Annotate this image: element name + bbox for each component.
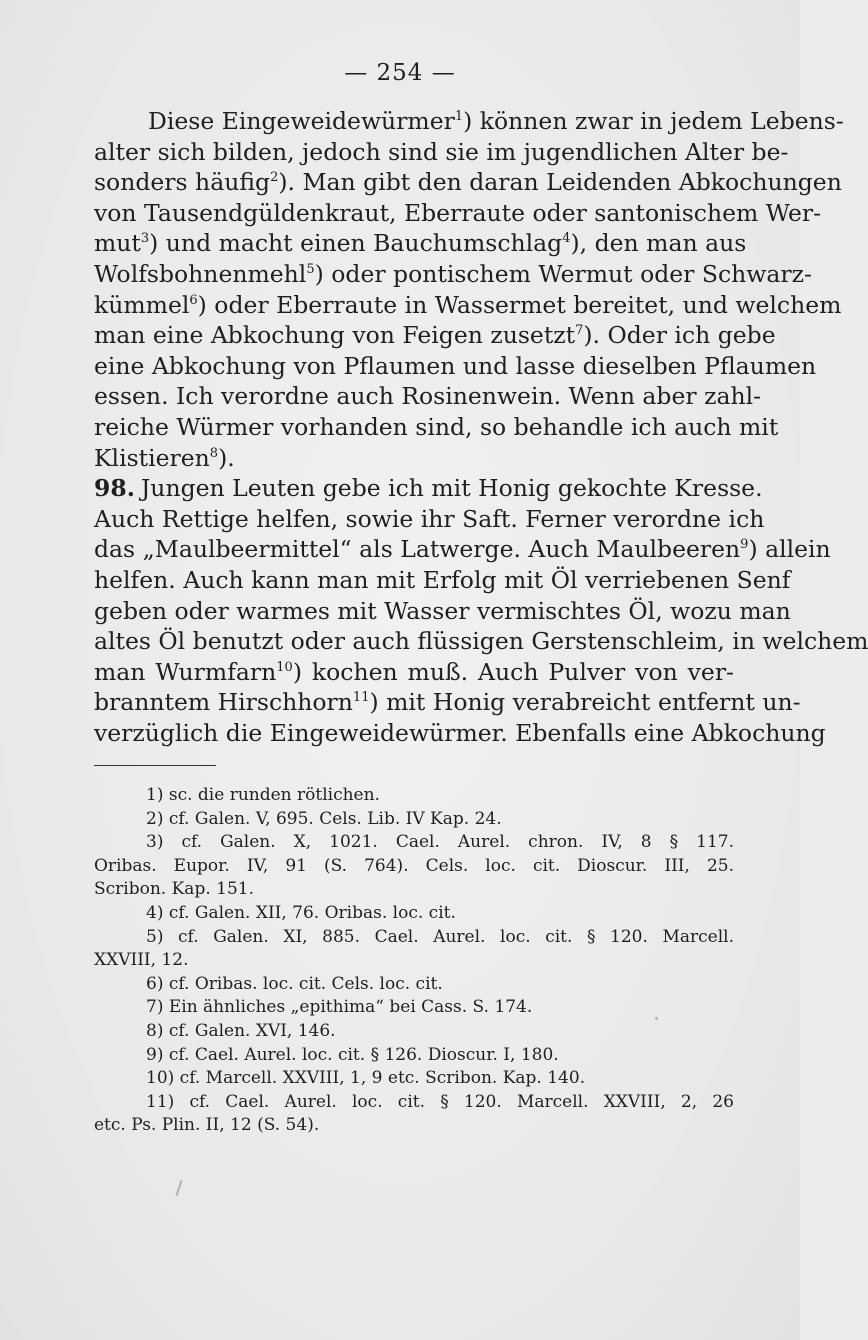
body-line xyxy=(94,687,801,718)
body-line xyxy=(94,534,831,565)
body-line xyxy=(94,137,789,168)
body-line xyxy=(94,473,763,504)
footnote-ref: 4 xyxy=(562,231,571,247)
body-text-span: alter sich bilden, jedoch sind sie im jugendlichen Alter be- xyxy=(94,137,789,166)
footnote-line: XXVIII, 12. xyxy=(94,950,189,971)
footnote-line: Scribon. Kap. 151. xyxy=(94,879,254,900)
footnote-line: 6) cf. Oribas. loc. cit. Cels. loc. cit. xyxy=(146,973,443,994)
body-text-span: ) allein xyxy=(748,535,831,564)
footnote-ref: 2 xyxy=(270,170,279,186)
footnote-line: 5) cf. Galen. XI, 885. Cael. Aurel. loc. cit. § 120. Marcell. xyxy=(146,926,734,947)
body-line xyxy=(94,657,734,688)
body-text-span: Diese Eingeweidewürmer xyxy=(148,107,455,135)
body-line xyxy=(94,504,765,535)
body-text-span: Jungen Leuten gebe ich mit Honig gekochte Kresse. xyxy=(140,474,763,503)
body-text-span: man eine Abkochung von Feigen zusetzt xyxy=(94,321,576,350)
body-text-span: mut xyxy=(94,229,141,258)
body-line xyxy=(94,106,844,137)
body-text-span: ) mit Honig verabreicht entfernt un- xyxy=(369,688,801,717)
footnote-ref: 8 xyxy=(209,445,219,461)
body-text-span: ) kochen muß. Auch Pulver von ver- xyxy=(292,657,734,686)
body-line xyxy=(94,167,842,198)
footnote-line: 1) sc. die runden rötlichen. xyxy=(146,785,380,805)
footnote-line: 8) cf. Galen. XVI, 146. xyxy=(146,1020,336,1041)
footnote-line: etc. Ps. Plin. II, 12 (S. 54). xyxy=(94,1115,320,1136)
footnote-line: 2) cf. Galen. V, 695. Cels. Lib. IV Kap. 24. xyxy=(146,808,502,829)
body-line xyxy=(94,198,822,229)
body-line xyxy=(94,565,791,596)
body-text-span: essen. Ich verordne auch Rosinenwein. Wenn aber zahl- xyxy=(94,382,762,411)
body-text-span: eine Abkochung von Pflaumen und lasse dieselben Pflaumen xyxy=(94,351,817,380)
body-line xyxy=(94,718,826,749)
body-text xyxy=(94,106,868,748)
body-text-span: ). Man gibt den daran Leidenden Abkochungen xyxy=(278,168,842,197)
body-text-span: ) oder Eberraute in Wassermet bereitet, und welchem xyxy=(197,290,842,319)
body-text-span: ), den man aus xyxy=(570,229,747,258)
body-line xyxy=(94,596,791,627)
footnote-line: 9) cf. Cael. Aurel. loc. cit. § 126. Dioscur. I, 180. xyxy=(146,1044,559,1065)
footnote-line: 3) cf. Galen. X, 1021. Cael. Aurel. chron. IV, 8 § 117. xyxy=(146,832,734,853)
body-text-span: Klistieren xyxy=(94,443,210,472)
footnote-ref: 10 xyxy=(276,659,293,675)
body-text-span: ). xyxy=(218,443,235,472)
body-line xyxy=(94,228,747,259)
footnote-line: Oribas. Eupor. IV, 91 (S. 764). Cels. loc. cit. Dioscur. III, 25. xyxy=(94,855,734,876)
footnote-separator xyxy=(94,765,216,766)
body-text-span: kümmel xyxy=(94,290,190,319)
paragraph-number: 98. xyxy=(94,474,135,503)
body-text-span: sonders häufig xyxy=(94,168,271,197)
footnote-line: 11) cf. Cael. Aurel. loc. cit. § 120. Marcell. XXVIII, 2, 26 xyxy=(146,1091,734,1112)
paper-mark xyxy=(176,1180,183,1196)
footnote-ref: 7 xyxy=(575,323,584,339)
footnotes xyxy=(94,784,734,1138)
body-text-span: ) und macht einen Bauchumschlag xyxy=(149,229,563,258)
body-line xyxy=(94,443,734,474)
body-text-span: man Wurmfarn xyxy=(94,657,277,686)
body-text-span: ). Oder ich gebe xyxy=(583,321,776,350)
footnote-ref: 9 xyxy=(740,537,749,553)
body-text-span: verzüglich die Eingeweidewürmer. Ebenfalls eine Abkochung xyxy=(94,718,826,747)
body-text-span: ) können zwar in jedem Lebens- xyxy=(463,107,844,135)
footnote-ref: 5 xyxy=(306,261,315,277)
body-text-span: reiche Würmer vorhanden sind, so behandle ich auch mit xyxy=(94,412,779,441)
paper-speck xyxy=(655,1017,658,1020)
body-line xyxy=(94,290,842,321)
footnote-line: 7) Ein ähnliches „epithima“ bei Cass. S. 174. xyxy=(146,997,533,1018)
body-text-span: von Tausendgüldenkraut, Eberraute oder santonischem Wer- xyxy=(94,198,822,227)
page-number: — 254 — xyxy=(344,60,456,86)
body-text-span: das „Maulbeermittel“ als Latwerge. Auch Maulbeeren xyxy=(94,535,741,564)
body-line xyxy=(94,259,812,290)
footnote-line: 4) cf. Galen. XII, 76. Oribas. loc. cit. xyxy=(146,902,456,923)
body-line xyxy=(94,351,817,382)
body-text-span: geben oder warmes mit Wasser vermischtes Öl, wozu man xyxy=(94,596,791,625)
body-text-span: Auch Rettige helfen, sowie ihr Saft. Ferner verordne ich xyxy=(94,504,765,533)
body-text-span: branntem Hirschhorn xyxy=(94,688,353,717)
body-text-span: helfen. Auch kann man mit Erfolg mit Öl verriebenen Senf xyxy=(94,565,791,594)
footnote-ref: 11 xyxy=(352,690,370,706)
footnote-ref: 6 xyxy=(189,292,198,308)
body-text-span: altes Öl benutzt oder auch flüssigen Gerstenschleim, in welchem xyxy=(94,627,868,656)
footnote-ref: 1 xyxy=(454,109,464,124)
footnote-line: 10) cf. Marcell. XXVIII, 1, 9 etc. Scribon. Kap. 140. xyxy=(146,1068,586,1089)
footnote-ref: 3 xyxy=(140,231,150,247)
body-text-span: Wolfsbohnenmehl xyxy=(94,259,307,288)
body-line xyxy=(94,320,776,351)
body-text-span: ) oder pontischem Wermut oder Schwarz- xyxy=(314,259,812,288)
body-line xyxy=(94,412,779,443)
body-line xyxy=(94,626,868,657)
body-line xyxy=(94,381,762,412)
